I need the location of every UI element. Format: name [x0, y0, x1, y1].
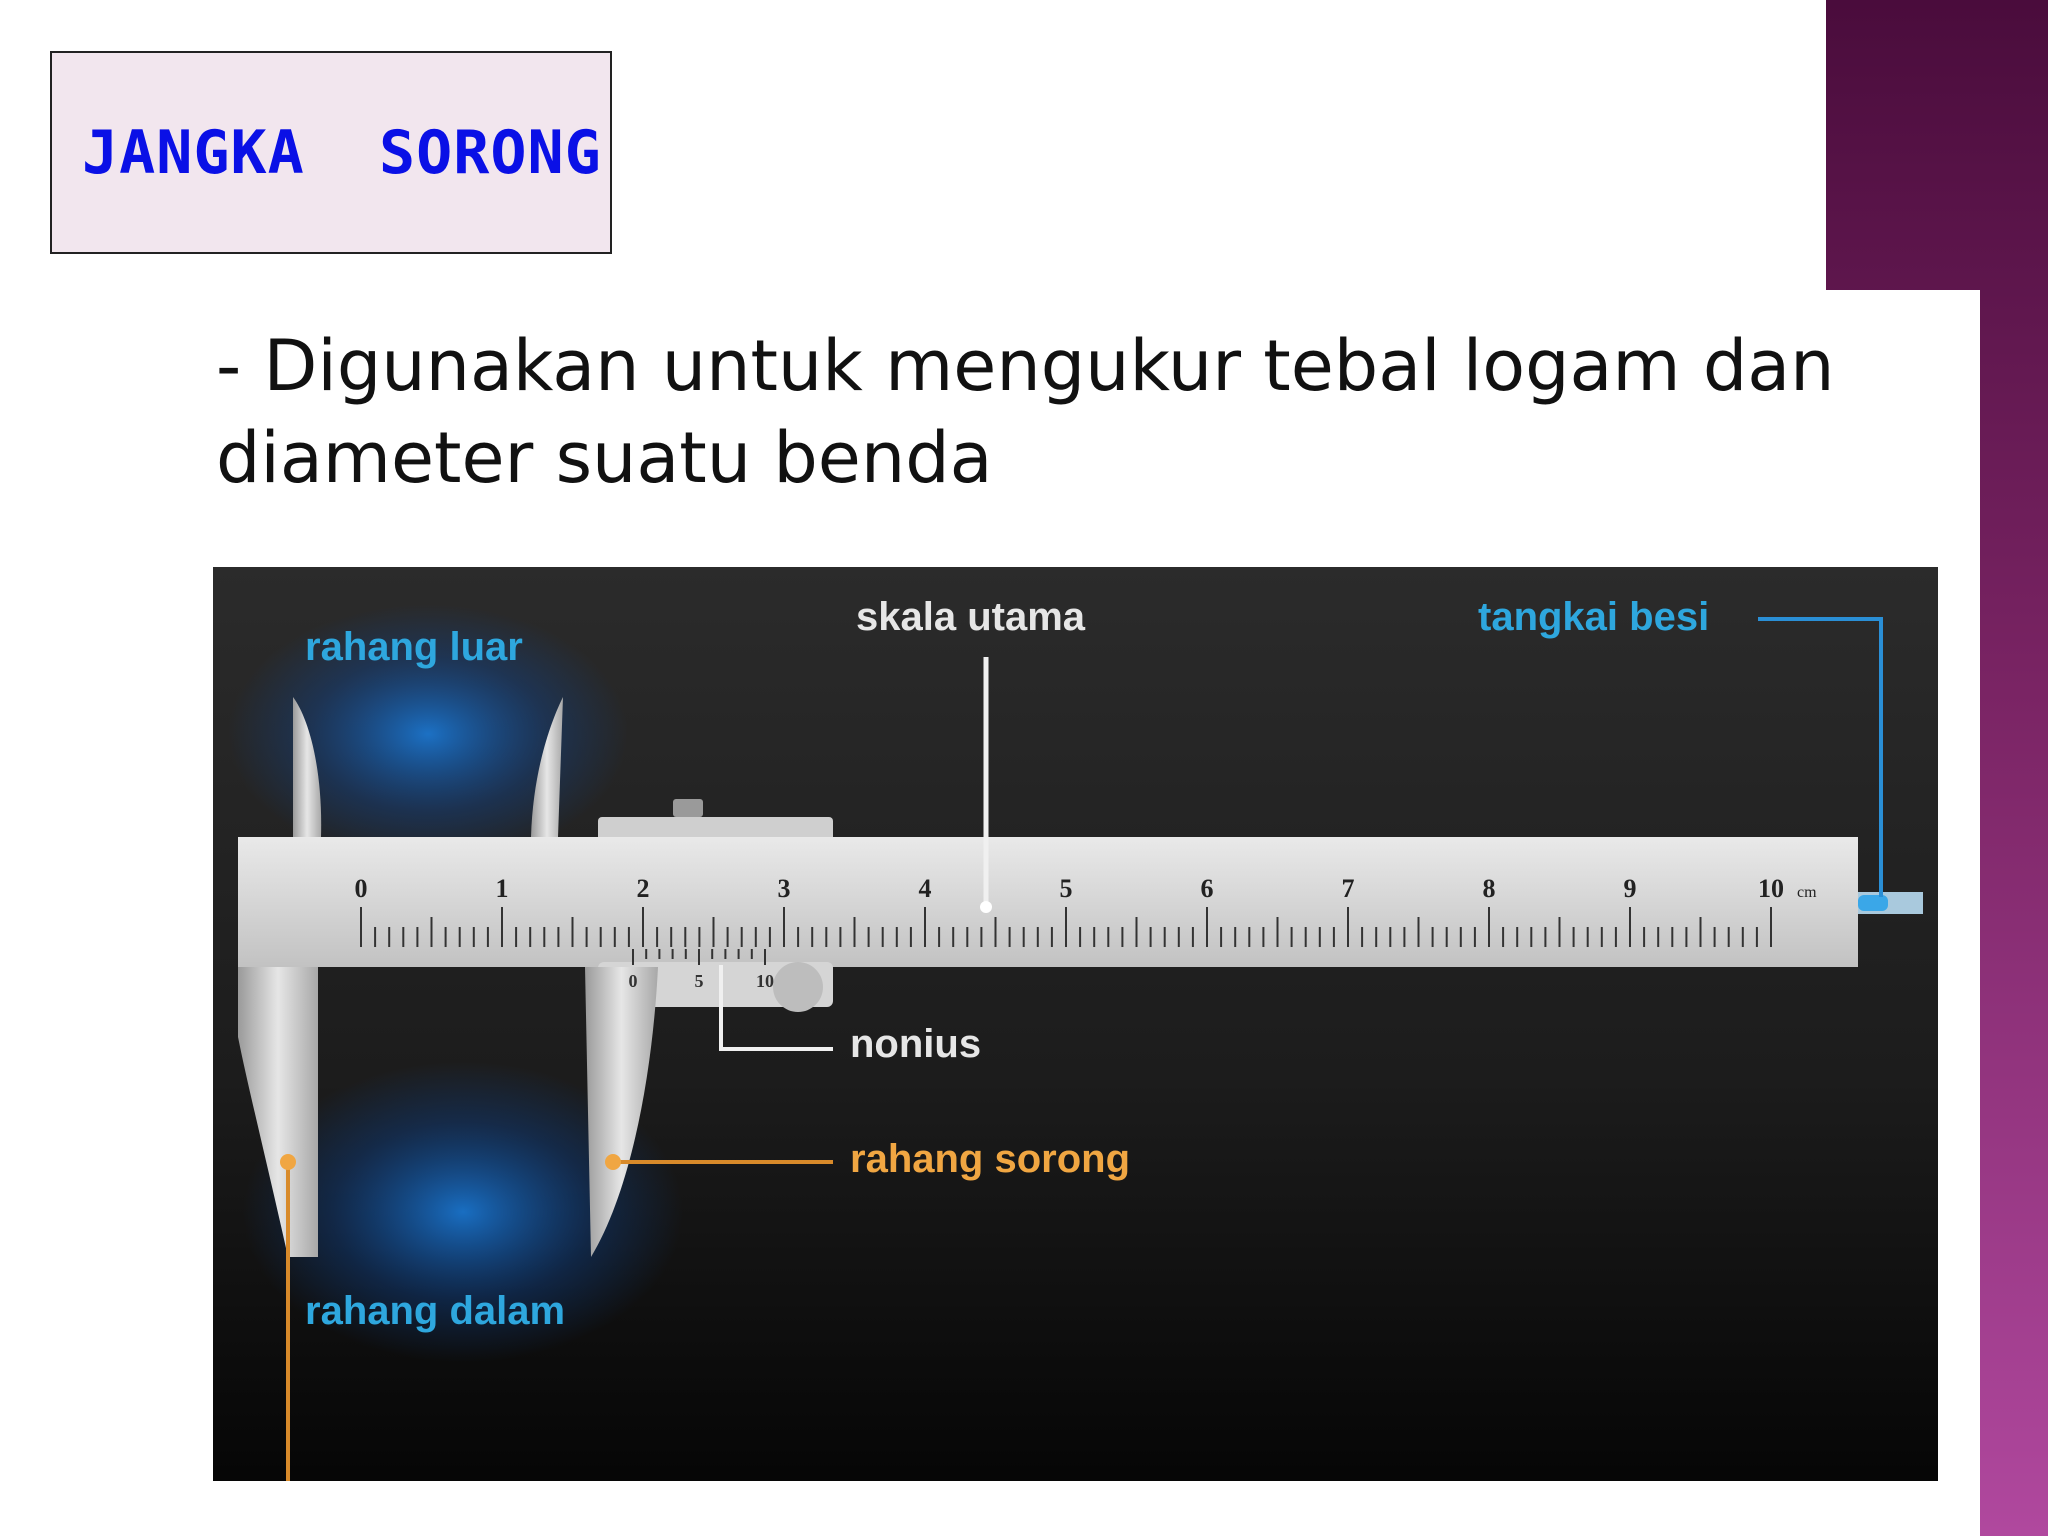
label-skala-utama: skala utama — [856, 595, 1086, 639]
depth-rod-highlight — [1858, 895, 1888, 911]
main-scale-number: 0 — [354, 874, 368, 903]
vernier-scale-number: 5 — [694, 971, 704, 991]
rahang-dalam-dot — [280, 1154, 296, 1170]
caliper-illustration — [213, 567, 1938, 1495]
main-beam — [238, 837, 1858, 967]
slide-description: - Digunakan untuk mengukur tebal logam dan diameter suatu benda — [216, 325, 1835, 499]
label-rahang-sorong: rahang sorong — [850, 1137, 1131, 1181]
vernier-screw — [673, 799, 703, 817]
rahang-sorong-dot — [605, 1154, 621, 1170]
main-scale-number: 10 — [1758, 874, 1784, 903]
label-rahang-luar: rahang luar — [305, 625, 523, 669]
main-scale-number: 9 — [1623, 874, 1637, 903]
vernier-scale-number: 10 — [756, 971, 774, 991]
figure-bottom-edge — [213, 1481, 1938, 1495]
title-box — [50, 51, 612, 254]
skala-utama-dot — [980, 901, 992, 913]
label-rahang-dalam: rahang dalam — [305, 1289, 566, 1333]
main-scale-number: 7 — [1341, 874, 1355, 903]
main-scale-number: 6 — [1200, 874, 1214, 903]
vernier-caliper-figure — [213, 567, 1938, 1495]
vernier-scale-number: 0 — [628, 971, 638, 991]
label-nonius: nonius — [850, 1022, 982, 1066]
main-scale-number: 1 — [495, 874, 509, 903]
label-tangkai-besi: tangkai besi — [1478, 595, 1710, 639]
main-scale-number: 5 — [1059, 874, 1073, 903]
main-scale-number: 3 — [777, 874, 791, 903]
main-scale-number: 2 — [636, 874, 650, 903]
main-scale-number: 4 — [918, 874, 932, 903]
main-scale-unit: cm — [1797, 884, 1817, 901]
vernier-thumbwheel — [773, 962, 823, 1012]
main-scale-number: 8 — [1482, 874, 1496, 903]
slide-title: JANGKA SORONG — [82, 117, 602, 188]
